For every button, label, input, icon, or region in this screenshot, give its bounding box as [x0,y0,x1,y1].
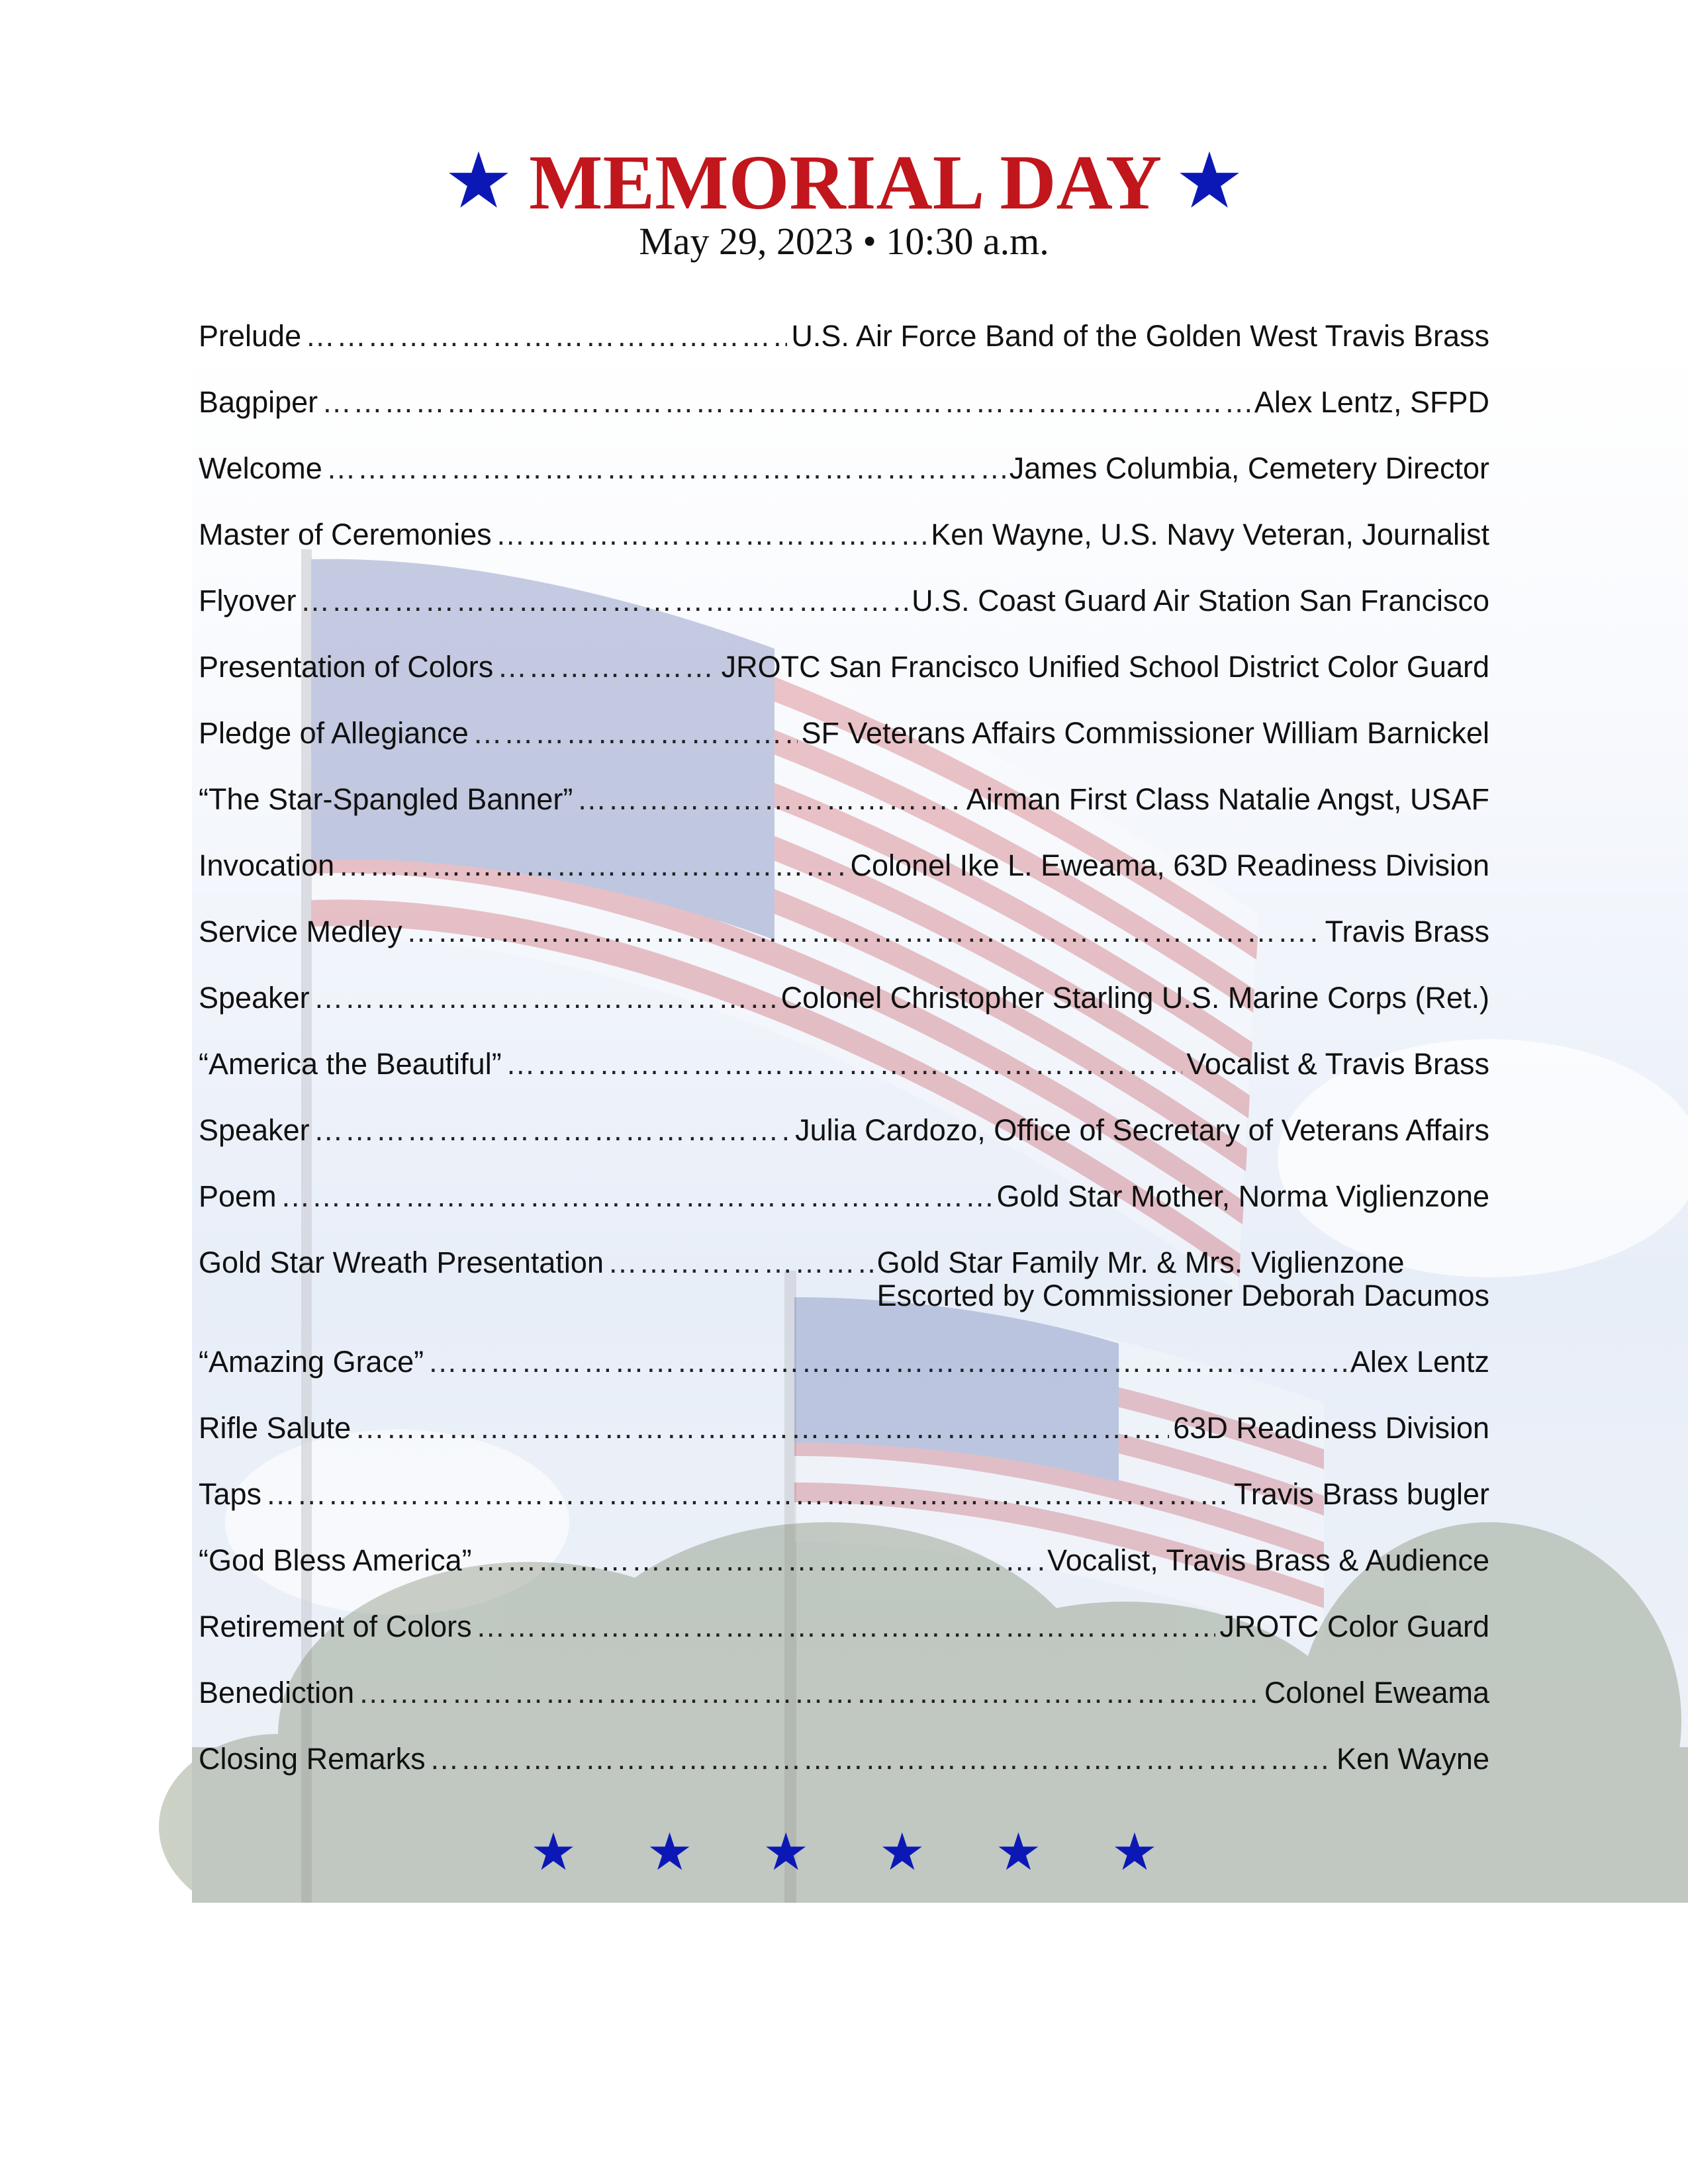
program-item: Speaker [199,981,310,1015]
program-row [199,451,1489,518]
program-performer: Gold Star Mother, Norma Viglienzone [996,1179,1489,1213]
program-item: Gold Star Wreath Presentation [199,1246,604,1279]
program-row [199,716,1489,782]
star-icon: ★ [995,1823,1042,1881]
program-performer: U.S. Air Force Band of the Golden West Travis Brass [791,319,1489,353]
dot-leader [428,1345,1346,1379]
program-item: Speaker [199,1113,310,1147]
star-icon: ★ [447,144,510,220]
program-performer: Colonel Christopher Starling U.S. Marine Corps (Ret.) [780,981,1489,1015]
program-item: Pledge of Allegiance [199,716,469,750]
program-performer: Vocalist & Travis Brass [1186,1047,1489,1081]
program-row [199,518,1489,584]
dot-leader [305,319,787,353]
program-row [199,584,1489,650]
dot-leader [358,1676,1260,1710]
program-performer: Travis Brass bugler [1234,1477,1489,1511]
program-performer: Alex Lentz [1350,1345,1489,1379]
dot-leader [497,650,717,684]
program-performer: 63D Readiness Division [1173,1411,1489,1445]
dot-leader [577,782,962,817]
program-performer: Travis Brass [1325,915,1489,948]
program-row [199,1047,1489,1113]
program-item: “Amazing Grace” [199,1345,424,1379]
dot-leader [476,1610,1216,1644]
program-row [199,1411,1489,1477]
program-row [199,782,1489,848]
program-row [199,385,1489,451]
dot-leader [326,451,1006,486]
dot-leader [496,518,927,552]
program-performer: James Columbia, Cemetery Director [1009,451,1489,485]
star-icon: ★ [1178,144,1241,220]
program-performer: JROTC San Francisco Unified School District Color Guard [721,650,1489,684]
program-row [199,1610,1489,1676]
program-item: Invocation [199,848,335,882]
star-icon: ★ [878,1823,925,1881]
dot-leader [301,584,908,618]
star-icon: ★ [763,1823,810,1881]
program-performer: Colonel Ike L. Eweama, 63D Readiness Division [850,848,1489,882]
star-icon: ★ [530,1823,577,1881]
program-row [199,319,1489,385]
program-item: Taps [199,1477,262,1511]
program-item: “America the Beautiful” [199,1047,502,1081]
program-performer: Ken Wayne [1336,1742,1489,1776]
dot-leader [355,1411,1169,1445]
program-item: Closing Remarks [199,1742,426,1776]
program-list [199,319,1489,1808]
program-performer: Gold Star Family Mr. & Mrs. Viglienzone [876,1246,1405,1279]
title-text: MEMORIAL DAY [529,139,1159,226]
dot-leader [476,1543,1044,1578]
dot-leader [406,915,1321,949]
program-item: Master of Ceremonies [199,518,492,551]
program-performer: Vocalist, Travis Brass & Audience [1047,1543,1489,1577]
program-row [199,1676,1489,1742]
program-performer: Julia Cardozo, Office of Secretary of Veterans Affairs [795,1113,1489,1147]
program-performer: Airman First Class Natalie Angst, USAF [966,782,1489,816]
program-row [199,650,1489,716]
dot-leader [608,1246,873,1280]
star-icon: ★ [646,1823,693,1881]
program-performer: JROTC Color Guard [1219,1610,1489,1643]
program-item: Retirement of Colors [199,1610,472,1643]
dot-leader [506,1047,1183,1081]
program-item: Welcome [199,451,322,485]
dot-leader [473,716,798,751]
dot-leader [281,1179,993,1214]
program-row [199,848,1489,915]
program-performer: Alex Lentz, SFPD [1254,385,1489,419]
program-item: Bagpiper [199,385,318,419]
dot-leader [430,1742,1333,1776]
program-item: Benediction [199,1676,355,1709]
program-item: Rifle Salute [199,1411,352,1445]
program-item: Presentation of Colors [199,650,494,684]
dot-leader [322,385,1250,420]
program-row [199,1742,1489,1808]
dot-leader [314,1113,792,1148]
program-item: “The Star-Spangled Banner” [199,782,573,816]
program-performer-escort: Escorted by Commissioner Deborah Dacumos [876,1279,1489,1312]
page-title [0,136,1688,229]
program-item: Service Medley [199,915,402,948]
program-row [199,1477,1489,1543]
program-item: Prelude [199,319,302,353]
event-date-time: May 29, 2023 • 10:30 a.m. [639,220,1049,263]
program-row [199,915,1489,981]
dot-leader [314,981,777,1015]
program-performer: U.S. Coast Guard Air Station San Francisco [912,584,1489,617]
program-performer: SF Veterans Affairs Commissioner William Barnickel [801,716,1489,750]
program-row [199,1113,1489,1179]
program-performer: Ken Wayne, U.S. Navy Veteran, Journalist [931,518,1489,551]
program-row [199,981,1489,1047]
program-row [199,1543,1489,1610]
program-row [199,1246,1489,1345]
footer-stars [0,1819,1688,1885]
program-row [199,1179,1489,1246]
program-performer: Colonel Eweama [1264,1676,1489,1709]
program-item: Poem [199,1179,277,1213]
program-item: Flyover [199,584,297,617]
star-icon: ★ [1111,1823,1158,1881]
program-row [199,1345,1489,1411]
dot-leader [265,1477,1230,1512]
program-item: “God Bless America” [199,1543,472,1577]
dot-leader [338,848,846,883]
